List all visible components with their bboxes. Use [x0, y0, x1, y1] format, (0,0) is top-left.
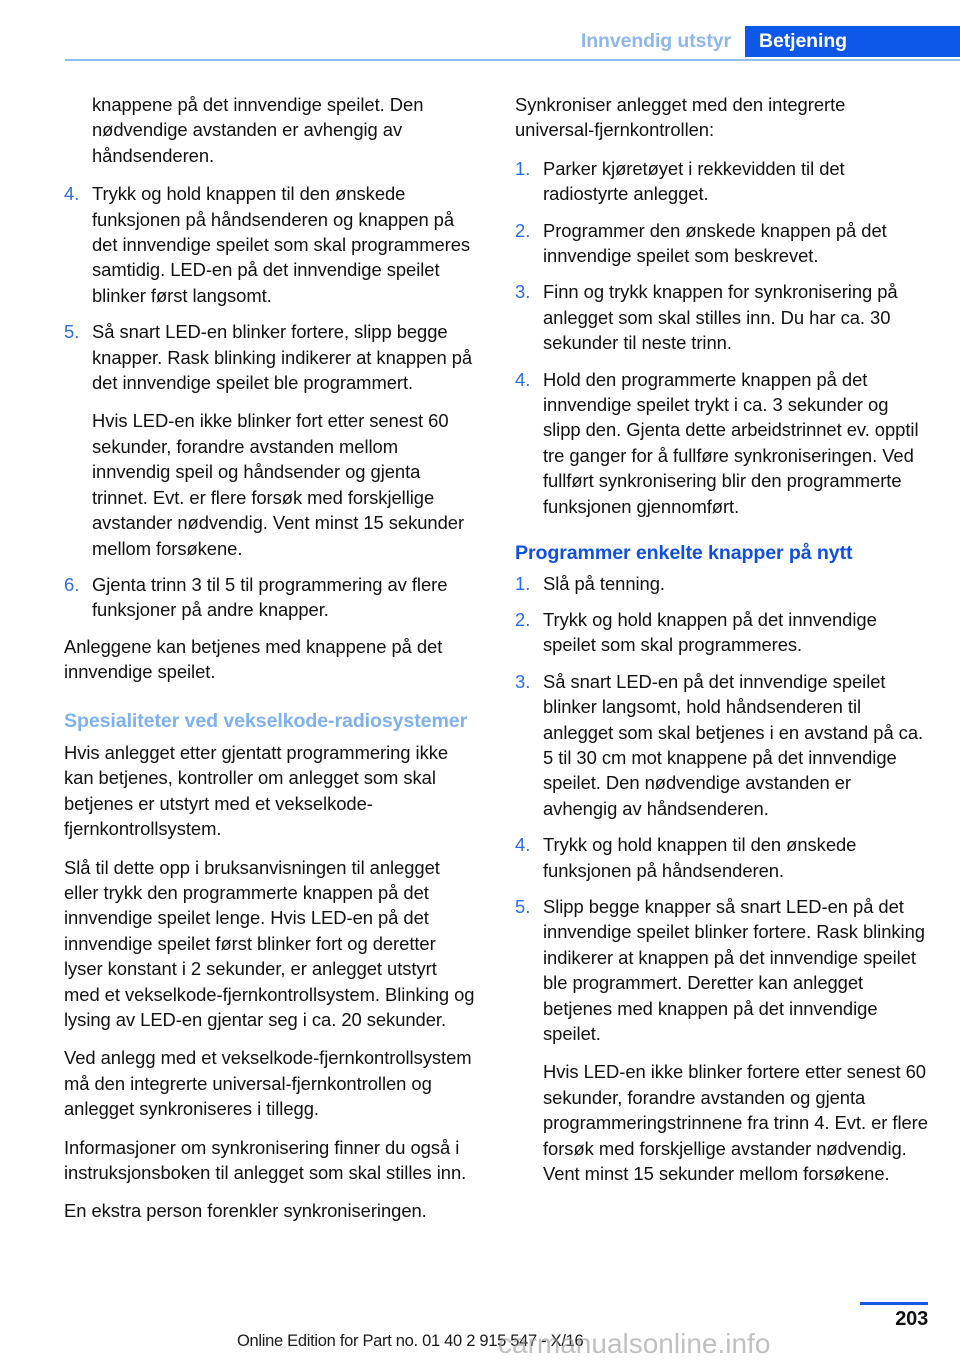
- header-divider: [65, 59, 960, 61]
- list-item-main-text: Så snart LED-en blinker fortere, slipp begge knapper. Rask blinking indikerer at knappen på det innvendige speilet ble programmert.: [92, 321, 473, 394]
- sync-steps-list: [515, 156, 928, 519]
- watermark-text: carmanualsonline.info: [498, 1328, 771, 1359]
- list-item-text: Slå på tenning.: [543, 572, 665, 594]
- list-item-number: 5.: [515, 895, 531, 917]
- list-item-sub-text: Hvis LED-en ikke blinker fort etter senest 60 sekunder, forandre avstanden mellom innvendig speil og håndsender og gjenta trinnet. Evt. er flere forsøk med forskjellige avstander nødvendig. Vent minst 15 sekunder mellom forsøkene.: [92, 410, 465, 559]
- list-item-number: 5.: [64, 321, 80, 343]
- list-item-number: 3.: [515, 670, 531, 692]
- list-item-text: [92, 319, 477, 561]
- reprogram-steps-list: [515, 571, 928, 1187]
- list-item: [515, 156, 928, 207]
- page-number: 203: [895, 1308, 928, 1330]
- body-paragraph: En ekstra person forenkler synkroniseringen.: [64, 1200, 427, 1222]
- list-item-number: 4.: [515, 834, 531, 856]
- page-header: [0, 0, 960, 62]
- list-item-number: 1.: [515, 157, 531, 179]
- list-item: [515, 571, 928, 596]
- breadcrumb-chapter-label: Betjening: [745, 26, 960, 57]
- list-item-text: Trykk og hold knappen til den ønskede funksjonen på håndsenderen og knappen på det innvendige speilet som skal programmeres samtidig. LED-en på det innvendige speilet blinker først langsomt.: [92, 183, 471, 306]
- list-item-text: Gjenta trinn 3 til 5 til programmering av flere funksjoner på andre knapper.: [92, 573, 448, 621]
- edition-note: Online Edition for Part no. 01 40 2 915 547 - X/16: [237, 1332, 584, 1350]
- list-item-text: Programmer den ønskede knappen på det innvendige speilet som beskrevet.: [543, 219, 887, 267]
- body-paragraph: Informasjoner om synkronisering finner du også i instruksjonsboken til anlegget som skal stilles inn.: [64, 1136, 467, 1184]
- list-item-number: 2.: [515, 219, 531, 241]
- left-column: [64, 92, 477, 1237]
- list-item-number: 3.: [515, 281, 531, 303]
- list-item-text: [543, 894, 928, 1186]
- body-paragraph: Ved anlegg med et vekselkode-fjernkontrollsystem må den integrerte universal-fjernkontrollen og anlegget synkroniseres i tillegg.: [64, 1047, 472, 1120]
- list-item-number: 4.: [64, 183, 80, 205]
- breadcrumb-section-label: Innvendig utstyr: [580, 30, 731, 52]
- list-item-number: 1.: [515, 572, 531, 594]
- list-item-number: 4.: [515, 368, 531, 390]
- page-content: [64, 92, 928, 1237]
- body-paragraph: Hvis anlegget etter gjentatt programmering ikke kan betjenes, kontroller om anlegget som skal betjenes er utstyrt med et vekselkode-fjernkontrollsystem.: [64, 741, 449, 840]
- list-item-number: 2.: [515, 608, 531, 630]
- list-item-text: Parker kjøretøyet i rekkevidden til det radiostyrte anlegget.: [543, 157, 845, 205]
- list-item: [64, 181, 477, 308]
- breadcrumb: [581, 26, 960, 57]
- list-item-main-text: Slipp begge knapper så snart LED-en på det innvendige speilet blinker fortere. Rask blinking indikerer at knappen på det innvendige speilet ble programmert. Deretter kan anlegget betjenes med knappen på det innvendige speilet.: [543, 895, 925, 1044]
- list-item-text: Trykk og hold knappen til den ønskede funksjonen på håndsenderen.: [543, 834, 857, 881]
- list-item: [515, 832, 928, 883]
- sync-intro-paragraph: Synkroniser anlegget med den integrerte universal-fjernkontrollen:: [515, 94, 846, 141]
- list-item: [515, 367, 928, 519]
- right-column: [515, 92, 928, 1237]
- list-item-text: Så snart LED-en på det innvendige speilet blinker langsomt, hold håndsenderen til anlegget som skal betjenes i en avstand på ca. 5 til 30 cm mot knappene på det innvendige speilet. Den nødvendige avstanden er avhengig av håndsenderen.: [543, 670, 924, 819]
- list-item-number: 6.: [64, 573, 80, 595]
- section-heading-programmer: Programmer enkelte knapper på nytt: [515, 542, 853, 565]
- list-item-sub-text: Hvis LED-en ikke blinker fortere etter senest 60 sekunder, forandre avstanden og gjenta programmeringstrinnene fra trinn 4. Evt. er flere forsøk med forskjellige avstander nødvendig. Vent minst 15 sekunder mellom forsøkene.: [543, 1061, 928, 1185]
- list-item: [515, 669, 928, 821]
- body-paragraph: Slå til dette opp i bruksanvisningen til anlegget eller trykk den programmerte knappen på det innvendige speilet lenge. Hvis LED-en på det innvendige speilet først blinker fort og deretter lyser konstant i 2 sekunder, er anlegget utstyrt med et vekselkode-fjernkontrollsystem. Blinking og lysing av LED-en gjentar seg i ca. 20 sekunder.: [64, 856, 475, 1030]
- footer-divider: [860, 1302, 928, 1305]
- section-heading-spesialiteter: Spesialiteter ved vekselkode-radiosystemer: [64, 709, 468, 732]
- left-steps-list: [64, 181, 477, 623]
- after-list-paragraph: Anleggene kan betjenes med knappene på det innvendige speilet.: [64, 635, 443, 683]
- list-item: [64, 319, 477, 561]
- continuation-paragraph: knappene på det innvendige speilet. Den nødvendige avstanden er avhengig av håndsenderen.: [92, 94, 424, 166]
- list-item: [515, 279, 928, 355]
- list-item-text: Trykk og hold knappen på det innvendige speilet som skal programmeres.: [543, 608, 877, 656]
- list-item: [515, 607, 928, 658]
- list-item: [515, 218, 928, 269]
- list-item-text: Hold den programmerte knappen på det innvendige speilet trykt i ca. 3 sekunder og slipp den. Gjenta dette arbeidstrinnet ev. opptil tre ganger for å fullføre synkroniseringen. Ved fullført synkronisering blir den programmerte funksjonen gjennomført.: [543, 368, 919, 517]
- page-footer: [0, 1288, 960, 1362]
- list-item: [64, 572, 477, 623]
- list-item-text: Finn og trykk knappen for synkronisering på anlegget som skal stilles inn. Du har ca. 30 sekunder til neste trinn.: [543, 281, 898, 354]
- list-item: [515, 894, 928, 1186]
